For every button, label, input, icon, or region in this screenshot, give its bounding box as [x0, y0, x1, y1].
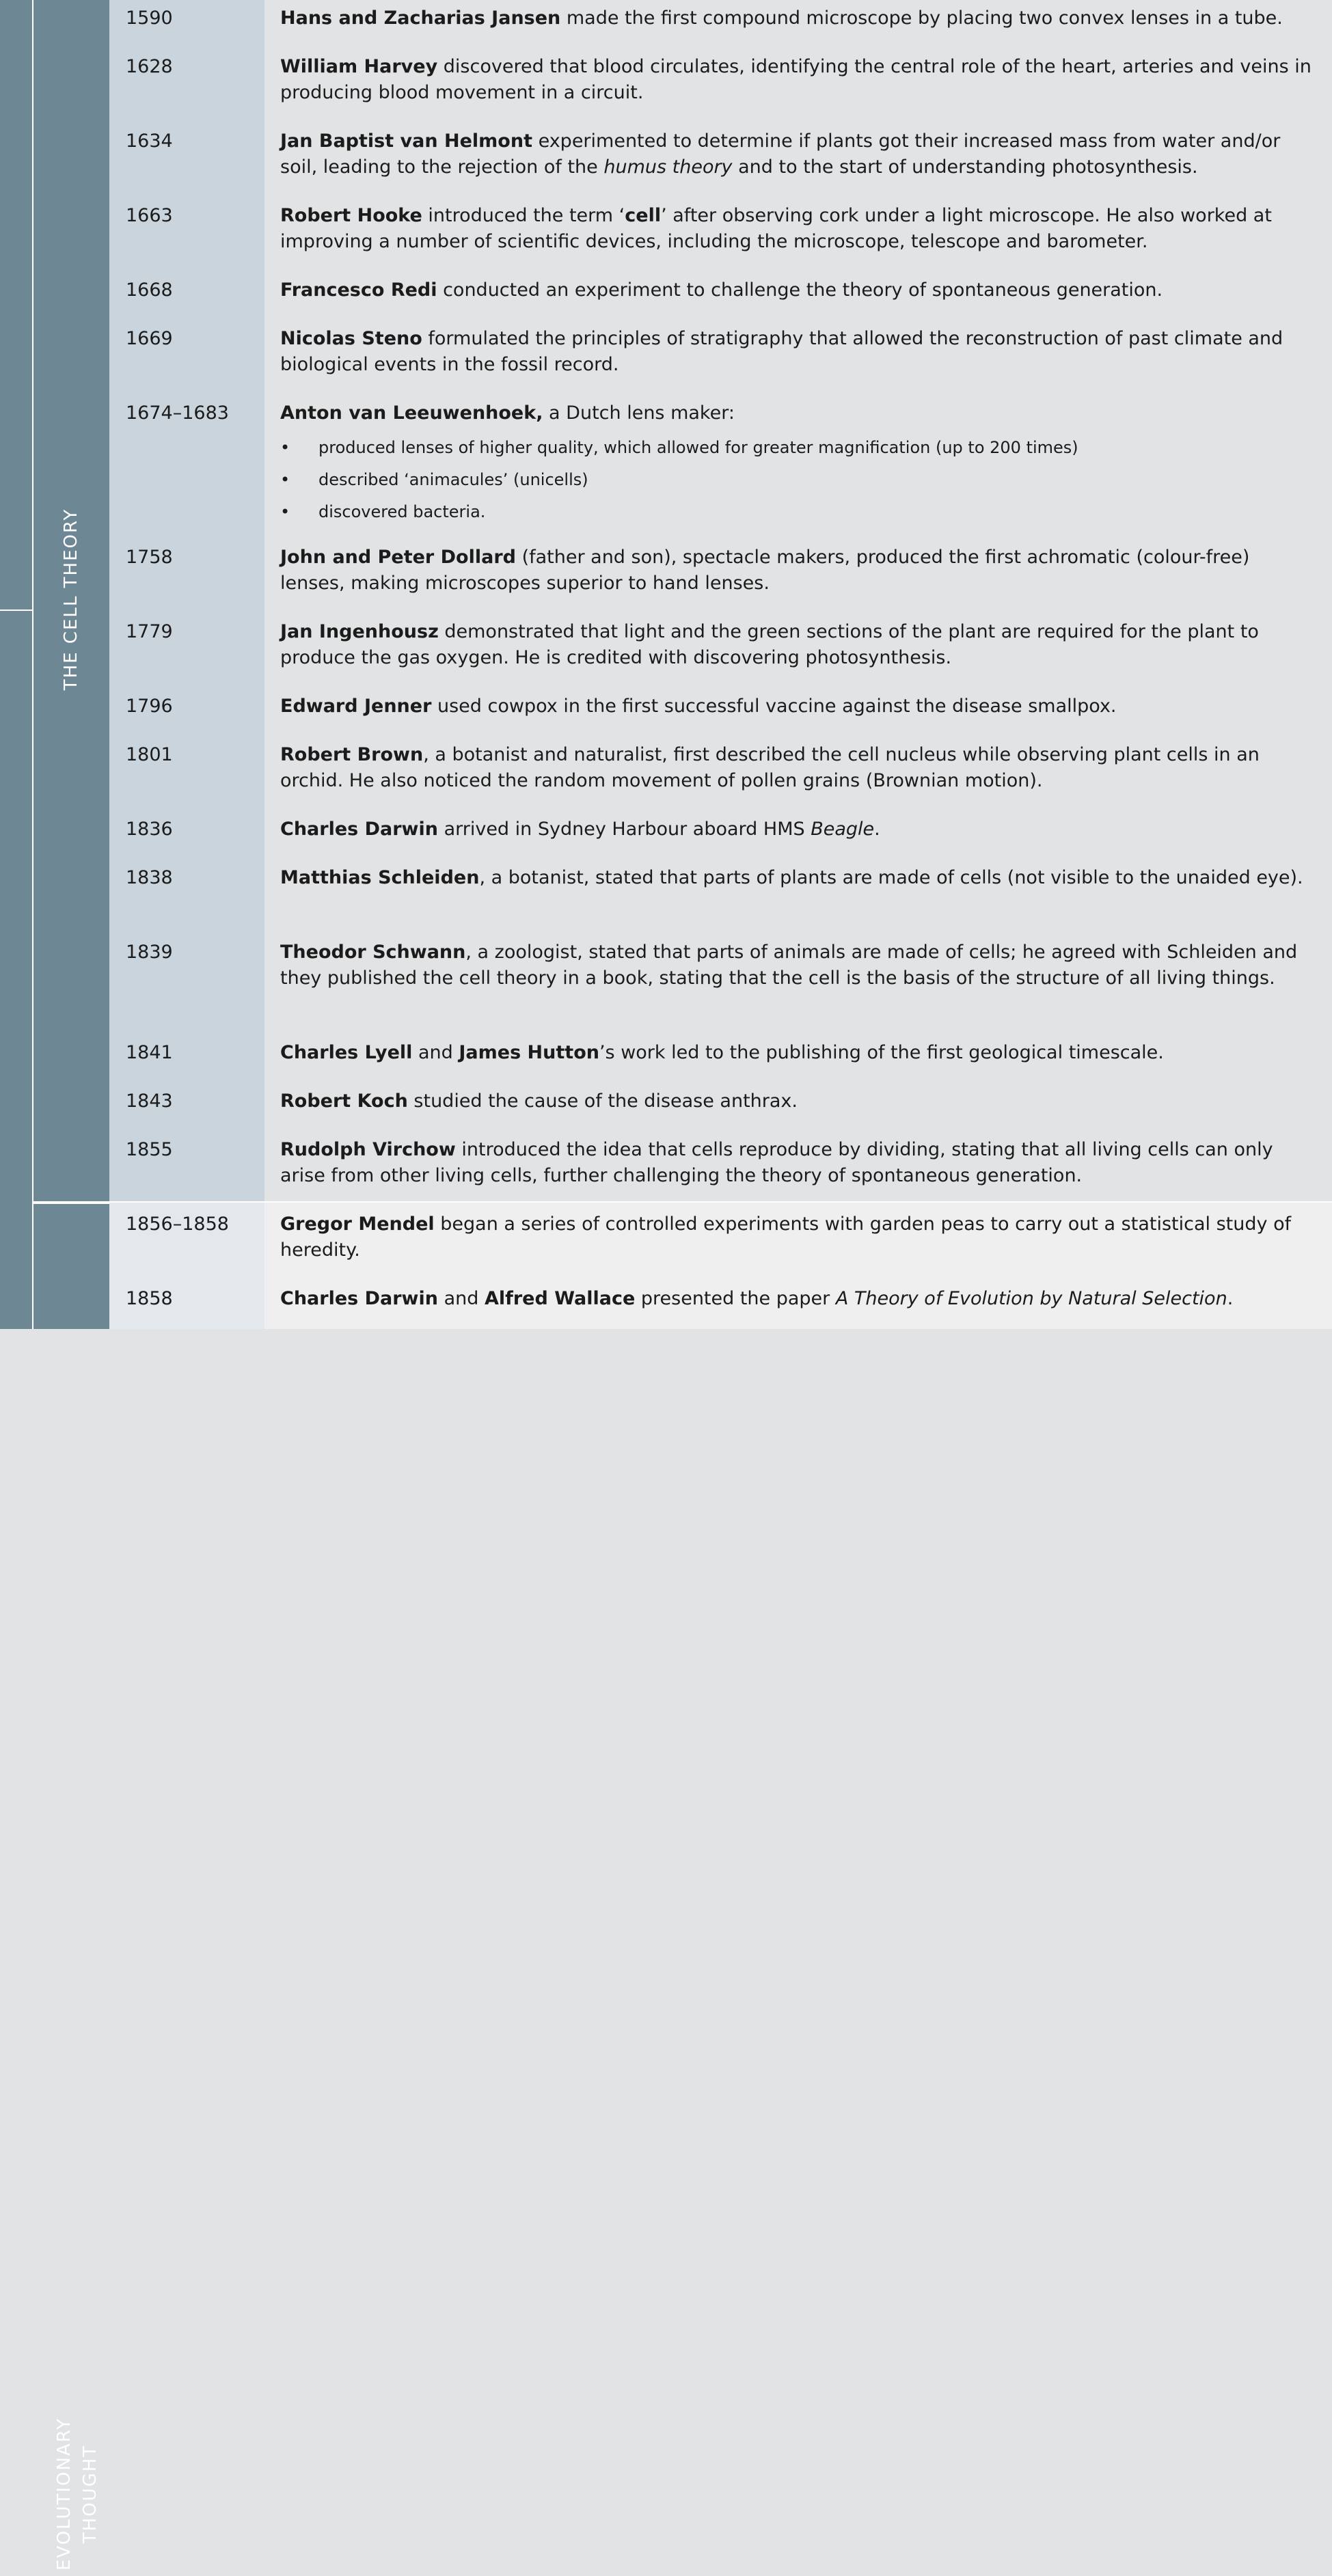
entry-year: 1634 — [126, 131, 173, 152]
entry-text — [280, 326, 1312, 378]
entry-text-run: arrived in Sydney Harbour aboard HMS — [437, 819, 811, 840]
date-column-background — [109, 0, 264, 1201]
entry-description — [280, 277, 1312, 303]
entry-name-bold: Anton van Leeuwenhoek, — [280, 402, 543, 424]
entry-text-run: and to the start of understanding photosynthesis. — [732, 156, 1198, 178]
entry-text — [280, 545, 1312, 597]
entry-text — [280, 865, 1312, 891]
entry-name-bold: Theodor Schwann — [280, 942, 466, 963]
entry-text-run: and — [437, 1288, 485, 1309]
bullet-icon: • — [280, 502, 290, 521]
entry-name-bold: Robert Brown — [280, 744, 424, 765]
entry-text-run: presented the paper — [635, 1288, 836, 1309]
section-band-evolutionary-thought — [32, 1203, 109, 2571]
entry-description — [280, 1040, 1312, 1066]
entry-description — [280, 5, 1312, 31]
entry-text-run: . — [874, 819, 880, 840]
bullet-item — [280, 464, 1312, 496]
entry-text — [280, 128, 1312, 180]
entry-year: 1856–1858 — [126, 1214, 229, 1235]
bullet-text: discovered bacteria. — [318, 502, 486, 521]
entry-year: 1590 — [126, 8, 173, 29]
bullet-list — [280, 432, 1312, 528]
entry-description — [280, 865, 1312, 891]
entry-description — [280, 619, 1312, 671]
entry-text-run: introduced the idea that cells reproduce by dividing, stating that all living cells can only arise from other living cells, further challenging the theory of spontaneous generation. — [280, 1139, 1273, 1186]
entry-text-run: . — [1227, 1288, 1234, 1309]
entry-text — [280, 5, 1312, 31]
entry-year: 1663 — [126, 205, 173, 226]
entry-year: 1779 — [126, 621, 173, 642]
bullet-item — [280, 432, 1312, 464]
entry-year: 1836 — [126, 819, 173, 840]
entry-name-bold: Charles Lyell — [280, 1042, 413, 1063]
entry-name-bold: Matthias Schleiden — [280, 867, 480, 888]
entry-name-bold: Rudolph Virchow — [280, 1139, 456, 1160]
entry-text — [280, 1286, 1312, 1312]
section-title-cell-theory: THE CELL THEORY — [61, 508, 81, 691]
entry-year: 1841 — [126, 1042, 173, 1063]
entry-text — [280, 619, 1312, 671]
bullet-item — [280, 496, 1312, 528]
entry-text-run: used cowpox in the first successful vaccine against the disease smallpox. — [431, 696, 1117, 717]
entry-year: 1801 — [126, 744, 173, 765]
section-title-line: EVOLUTIONARY — [54, 2417, 74, 2571]
outer-tick-mark — [0, 609, 32, 611]
entry-name-bold: William Harvey — [280, 56, 438, 77]
entry-text — [280, 940, 1312, 991]
entry-description — [280, 940, 1312, 991]
entry-year: 1796 — [126, 696, 173, 717]
entry-year: 1838 — [126, 867, 173, 888]
entry-description — [280, 545, 1312, 597]
entry-text — [280, 1040, 1312, 1066]
entry-year: 1858 — [126, 1288, 173, 1309]
entry-text-run: formulated the principles of stratigraphy that allowed the reconstruction of past climate and biological events in the fossil record. — [280, 328, 1283, 375]
entry-text-run: conducted an experiment to challenge the theory of spontaneous generation. — [437, 279, 1163, 301]
entry-text-run: experimented to determine if plants got their increased mass from water and/or soil, leading to the rejection of the — [280, 131, 1281, 178]
entry-text — [280, 742, 1312, 794]
entry-text-run: ’s work led to the publishing of the first geological timescale. — [599, 1042, 1164, 1063]
entry-text-run: ’ after observing cork under a light microscope. He also worked at improving a number of scientific devices, including the microscope, telescope and barometer. — [280, 205, 1272, 252]
bullet-icon: • — [280, 438, 290, 457]
section-divider — [32, 1201, 1332, 1203]
entry-text-italic: A Theory of Evolution by Natural Selection — [835, 1288, 1227, 1309]
entry-description — [280, 326, 1312, 378]
entry-year: 1843 — [126, 1091, 173, 1112]
entry-text-run: discovered that blood circulates, identifying the central role of the heart, arteries and veins in producing blood movement in a circuit. — [280, 56, 1311, 103]
entry-description — [280, 128, 1312, 180]
entry-year: 1628 — [126, 56, 173, 77]
entry-text — [280, 1211, 1312, 1263]
entry-text — [280, 1088, 1312, 1114]
entry-text — [280, 277, 1312, 303]
entry-description — [280, 742, 1312, 794]
entry-name-bold: Nicolas Steno — [280, 328, 422, 349]
entry-year: 1855 — [126, 1139, 173, 1160]
entry-name-bold: Robert Hooke — [280, 205, 422, 226]
entry-description — [280, 203, 1312, 255]
entry-description — [280, 1211, 1312, 1263]
bullet-icon: • — [280, 470, 290, 489]
entry-description — [280, 694, 1312, 720]
entry-description — [280, 1088, 1312, 1114]
section-title-line: THOUGHT — [80, 2444, 100, 2544]
entry-text-italic: Beagle — [811, 819, 875, 840]
entry-name-bold: Francesco Redi — [280, 279, 437, 301]
entry-text-run: , a botanist, stated that parts of plants are made of cells (not visible to the unaided eye). — [479, 867, 1303, 888]
entry-description — [280, 1286, 1312, 1312]
entry-year: 1669 — [126, 328, 173, 349]
entry-description — [280, 817, 1312, 842]
entry-year: 1668 — [126, 279, 173, 301]
entry-text-italic: humus theory — [603, 156, 733, 178]
entry-name-bold: Edward Jenner — [280, 696, 432, 717]
section-title-evolutionary-thought — [51, 2412, 103, 2576]
entry-year: 1839 — [126, 942, 173, 963]
entry-text-run: demonstrated that light and the green sections of the plant are required for the plant to produce the gas oxygen. He is credited with discovering photosynthesis. — [280, 621, 1259, 668]
entry-name-bold: James Hutton — [459, 1042, 599, 1063]
entry-text-run: made the first compound microscope by placing two convex lenses in a tube. — [560, 8, 1283, 29]
section-band-cell-theory — [32, 0, 109, 1201]
entry-description — [280, 400, 1312, 528]
entry-name-bold: cell — [625, 205, 662, 226]
entry-year: 1674–1683 — [126, 402, 229, 424]
entry-text-run: a Dutch lens maker: — [543, 402, 735, 424]
bullet-text: described ‘animacules’ (unicells) — [318, 470, 588, 489]
bullet-text: produced lenses of higher quality, which allowed for greater magnification (up to 200 times) — [318, 438, 1078, 457]
entry-text — [280, 54, 1312, 106]
entry-name-bold: Charles Darwin — [280, 819, 438, 840]
entry-description — [280, 1137, 1312, 1189]
entry-text-run: began a series of controlled experiments with garden peas to carry out a statistical study of heredity. — [280, 1214, 1292, 1261]
entry-name-bold: Robert Koch — [280, 1091, 408, 1112]
entry-year: 1758 — [126, 547, 173, 568]
outer-strip — [0, 0, 32, 1329]
entry-text-run: introduced the term ‘ — [422, 205, 625, 226]
entry-text-run: , a botanist and naturalist, first described the cell nucleus while observing plant cells in an orchid. He also noticed the random movement of pollen grains (Brownian motion). — [280, 744, 1260, 791]
entry-text — [280, 694, 1312, 720]
entry-text-run: , a zoologist, stated that parts of animals are made of cells; he agreed with Schleiden and they published the cell theory in a book, stating that the cell is the basis of the structure of all living things. — [280, 942, 1298, 989]
entry-text — [280, 203, 1312, 255]
entry-name-bold: Jan Baptist van Helmont — [280, 131, 532, 152]
entry-text — [280, 817, 1312, 842]
entry-text — [280, 400, 1312, 426]
entry-description — [280, 54, 1312, 106]
entry-name-bold: Charles Darwin — [280, 1288, 438, 1309]
entry-name-bold: John and Peter Dollard — [280, 547, 516, 568]
entry-text-run: studied the cause of the disease anthrax. — [407, 1091, 798, 1112]
entry-text-run: (father and son), spectacle makers, produced the first achromatic (colour-free) lenses, making microscopes superior to hand lenses. — [280, 547, 1250, 594]
entry-name-bold: Jan Ingenhousz — [280, 621, 439, 642]
entry-text — [280, 1137, 1312, 1189]
entry-name-bold: Gregor Mendel — [280, 1214, 435, 1235]
entry-text-run: and — [412, 1042, 459, 1063]
entry-name-bold: Alfred Wallace — [484, 1288, 636, 1309]
entry-name-bold: Hans and Zacharias Jansen — [280, 8, 561, 29]
